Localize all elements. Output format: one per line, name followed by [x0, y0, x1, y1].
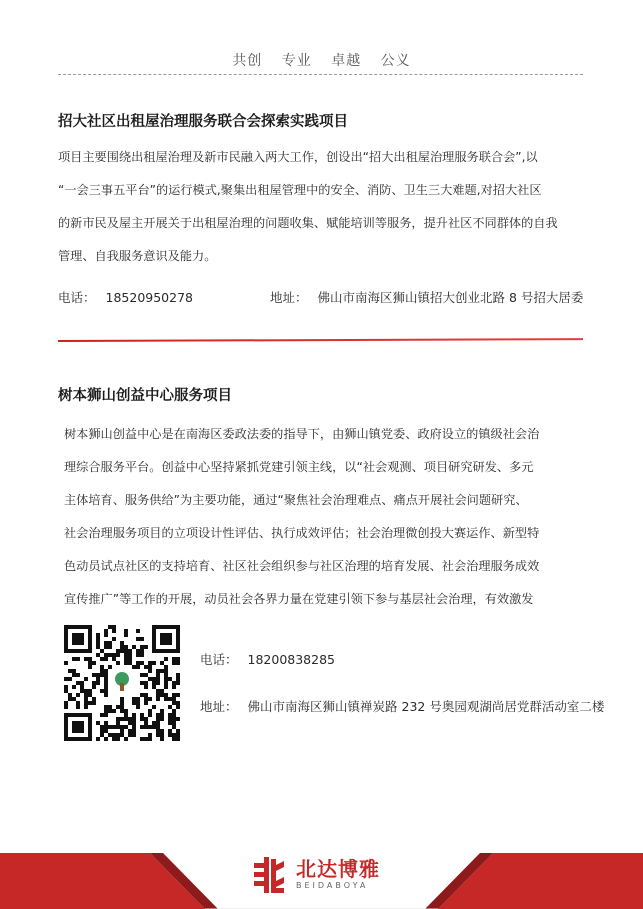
brand-name-en: BEIDABOYA [296, 881, 369, 890]
section2-phone [200, 650, 335, 668]
qr-code-image [64, 625, 180, 741]
address-label: 地址： [200, 699, 238, 714]
section2-title: 树本狮山创益中心服务项目 [58, 388, 232, 404]
paragraph-line: 项目主要围绕出租屋治理及新市民融入两大工作，创设出“招大出租屋治理服务联合会”,以 [58, 150, 538, 164]
address-label: 地址： [270, 290, 308, 305]
paragraph-line: 社会治理服务项目的立项设计性评估、执行成效评估；社会治理微创投大赛运作、新型特 [64, 526, 540, 540]
paragraph-line: 的新市民及屋主开展关于出租屋治理的问题收集、赋能培训等服务，提升社区不同群体的自我 [58, 216, 558, 230]
brand-name-cn: 北达博雅 [296, 857, 380, 881]
phone-number: 18520950278 [105, 290, 193, 305]
header-slogan: 共创 专业 卓越 公义 [232, 53, 411, 69]
paragraph-line: 树本狮山创益中心是在南海区委政法委的指导下，由狮山镇党委、政府设立的镇级社会治 [64, 427, 540, 441]
address-text: 佛山市南海区狮山镇禅炭路 232 号奥园观湖尚居党群活动室二楼 [247, 699, 605, 714]
phone-number: 18200838285 [247, 652, 335, 667]
paragraph-line: 管理、自我服务意识及能力。 [58, 249, 217, 263]
section1-title: 招大社区出租屋治理服务联合会探索实践项目 [58, 114, 348, 130]
paragraph-line: 主体培育、服务供给”为主要功能，通过“聚焦社会治理难点、痛点开展社会问题研究、 [64, 493, 528, 507]
section1-address [270, 288, 583, 306]
paragraph-line: “一会三事五平台”的运行模式,聚集出租屋管理中的安全、消防、卫生三大难题,对招大社区 [58, 183, 542, 197]
phone-label: 电话： [200, 652, 238, 667]
paragraph-line: 理综合服务平台。创益中心坚持紧抓党建引领主线，以“社会观测、项目研究研发、多元 [64, 460, 534, 474]
header-divider [58, 74, 583, 75]
section1-phone [58, 288, 193, 306]
address-text: 佛山市南海区狮山镇招大创业北路 8 号招大居委 [317, 290, 584, 305]
qr-code[interactable] [64, 625, 180, 741]
brand-logo [252, 852, 380, 898]
phone-label: 电话： [58, 290, 96, 305]
paragraph-line: 色动员试点社区的支持培育、社区社会组织参与社区治理的培育发展、社会治理服务成效 [64, 559, 540, 573]
section2-address [200, 697, 604, 715]
section-divider [58, 338, 583, 342]
beidaboya-logo-icon [252, 855, 286, 895]
paragraph-line: 宣传推广”等工作的开展，动员社会各界力量在党建引领下参与基层社会治理，有效激发 [64, 592, 534, 606]
